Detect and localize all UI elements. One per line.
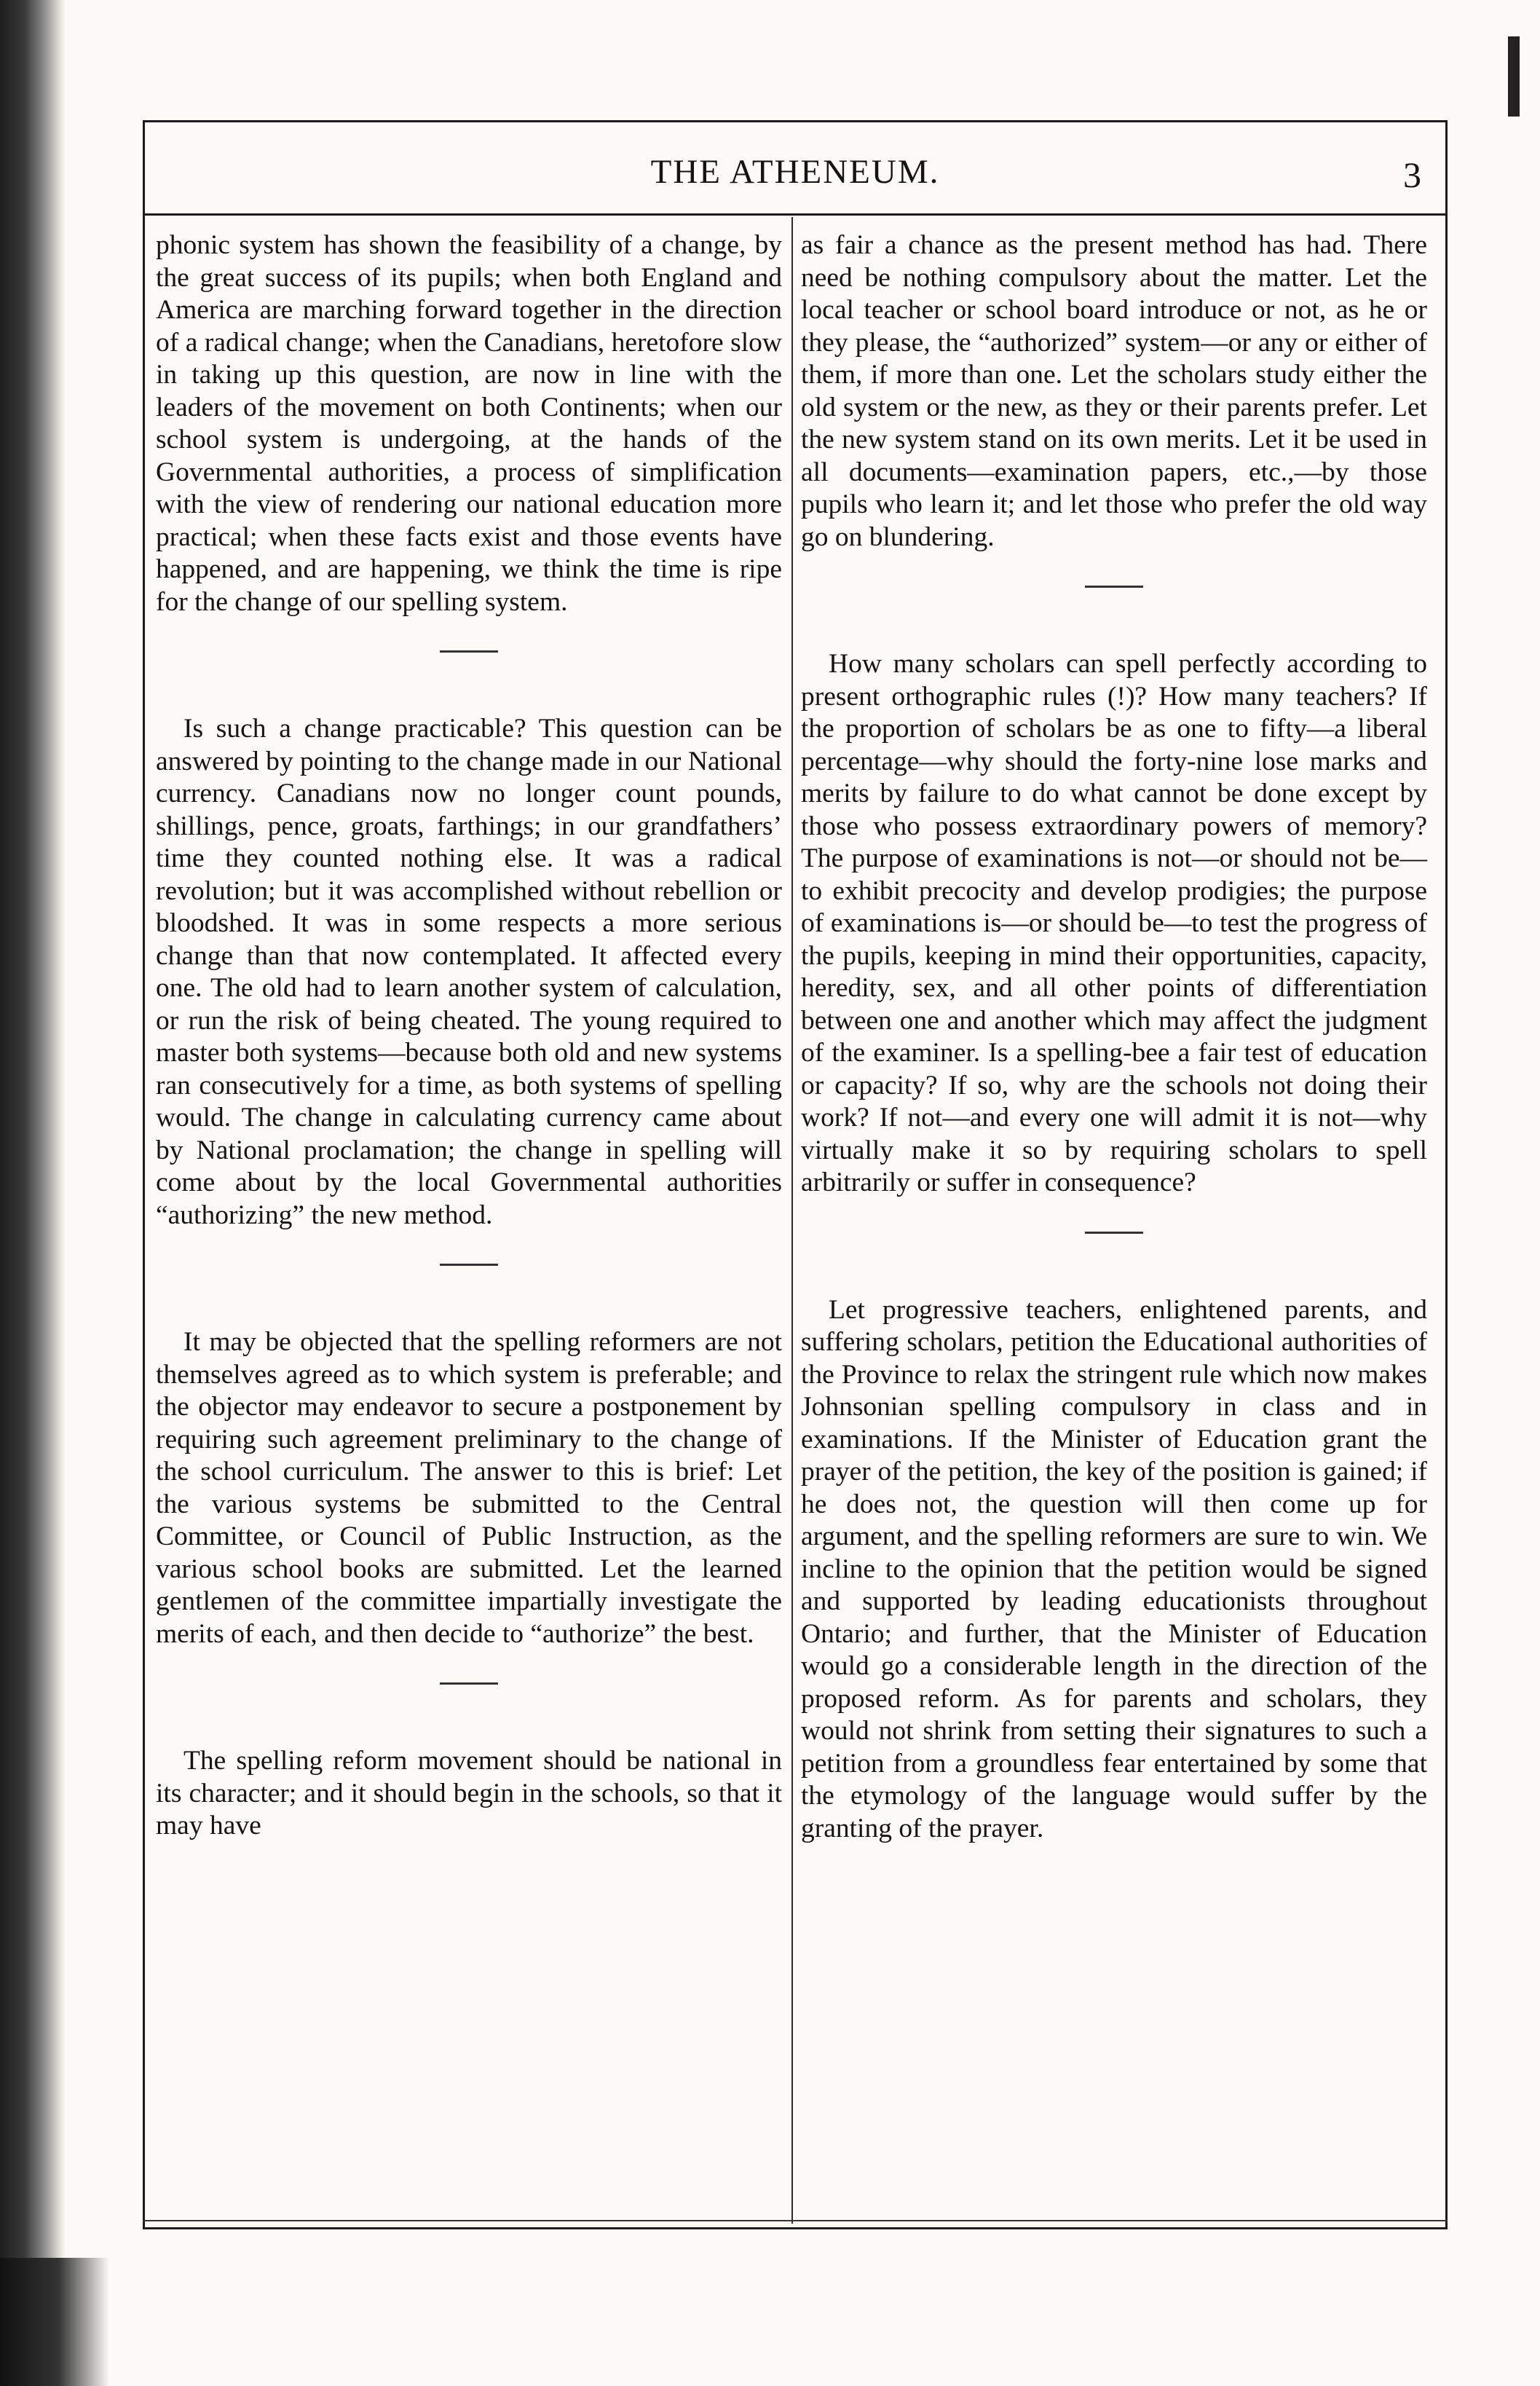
paragraph: It may be objected that the spelling reformers are not themselves agreed as to which system is preferable; and the objector may endeavor to secure a postponement by requiring such agreement preliminary to the change of the school curriculum. The answer to this is brief: Let the various systems be submitted to the Central Committee, or Council of Public Instruction, as the various school books are submitted. Let the learned gentlemen of the committee impartially investigate the merits of each, and then decide to “authorize” the best. [156,1327,782,1649]
section-separator [440,650,498,653]
page-title: THE ATHENEUM. [650,153,940,191]
paragraph: Is such a change practicable? This question can be answered by pointing to the change made in our National currency. Canadians now no longer count pounds, shillings, pence, groats, farthings; in our grandfathers’ time they counted nothing else. It was a radical revolution; but it was accomplished without rebellion or bloodshed. It was in some respects a more serious change than that now contemplated. It affected every one. The old had to learn another system of calculation, or run the risk of being cheated. The young required to master both systems—because both old and new systems ran consecutively for a time, as both systems of spelling would. The change in calculating currency came about by National proclamation; the change in spelling will come about by the local Governmental authorities “authorizing” the new method. [156,714,782,1230]
page-edge-mark [1508,36,1520,117]
section-separator [440,1264,498,1266]
section-separator [1085,586,1143,588]
paragraph: How many scholars can spell perfectly according to present orthographic rules (!)? How many teachers? If the proportion of scholars be as one to fifty—a liberal percentage—why should the forty-nine lose marks and merits by failure to do what cannot be done except by those who possess extraordinary powers of memory? The purpose of examinations is not—or should not be—to exhibit precocity and develop prodigies; the purpose of examinations is—or should be—to test the progress of the pupils, keeping in mind their opportunities, capacity, heredity, sex, and all other points of differentiation between one and another which may affect the judgment of the examiner. Is a spelling-bee a fair test of education or capacity? If so, why are the schools not doing their work? If not—and every one will admit it is not—why virtually make it so by requiring scholars to spell arbitrarily or suffer in consequence? [801,649,1427,1197]
page-corner-shadow [0,2258,109,2386]
footer-rule [143,2220,1448,2221]
left-column [156,229,782,1843]
right-column [801,229,1427,1845]
page-header [143,138,1448,205]
section-separator [1085,1232,1143,1234]
paragraph: The spelling reform movement should be national in its character; and it should begin in the schools, so that it may have [156,1746,782,1840]
column-divider [791,217,793,2224]
page-binding-shadow [0,0,66,2386]
paragraph: phonic system has shown the feasibility of a change, by the great success of its pupils; when both England and America are marching forward together in the direction of a radical change; when the Canadians, heretofore slow in taking up this question, are now in line with the leaders of the movement on both Continents; when our school system is undergoing, at the hands of the Governmental authorities, a process of simplification with the view of rendering our national education more practical; when these facts exist and those events have happened, and are happening, we think the time is ripe for the change of our spelling system. [156,230,782,617]
header-rule [143,213,1448,216]
paragraph: Let progressive teachers, enlightened parents, and suffering scholars, petition the Educational authorities of the Province to relax the stringent rule which now makes Johnsonian spelling compulsory in class and in examinations. If the Minister of Education grant the prayer of the petition, the key of the position is gained; if he does not, the question will then come up for argument, and the spelling reformers are sure to win. We incline to the opinion that the petition would be signed and supported by leading educationists throughout Ontario; and further, that the Minister of Education would go a considerable length in the direction of the proposed reform. As for parents and scholars, they would not shrink from setting their signatures to such a petition from a groundless fear entertained by some that the etymology of the language would suffer by the granting of the prayer. [801,1294,1427,1843]
section-separator [440,1682,498,1685]
page-number: 3 [1403,154,1421,195]
paragraph: as fair a chance as the present method has had. There need be nothing compulsory about the matter. Let the local teacher or school board introduce or not, as he or they please, the “authorized” system—or any or either of them, if more than one. Let the scholars study either the old system or the new, as they or their parents prefer. Let the new system stand on its own merits. Let it be used in all documents—examination papers, etc.,—by those pupils who learn it; and let those who prefer the old way go on blundering. [801,230,1427,552]
